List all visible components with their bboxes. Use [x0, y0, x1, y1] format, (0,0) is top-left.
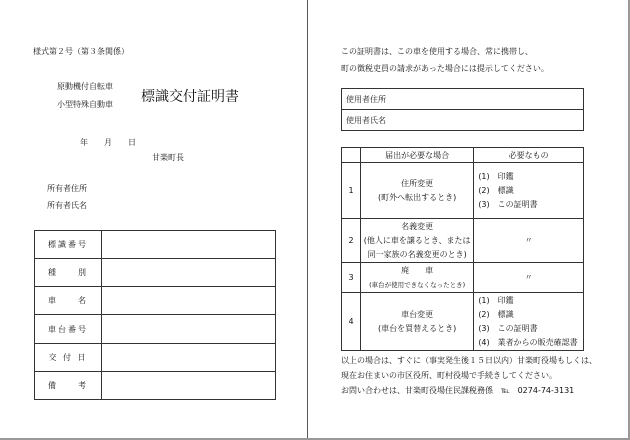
certificate-fields-table	[34, 230, 276, 400]
page-title: 標識交付証明書	[141, 89, 239, 105]
table-row	[342, 293, 584, 351]
field-label: 備 考	[35, 371, 102, 399]
field-label: 標識番号	[35, 231, 102, 259]
intro-line-1: この証明書は、この車を使用する場合、常に携帯し、	[341, 47, 533, 56]
page-divider	[307, 0, 308, 440]
field-row	[35, 287, 276, 315]
case-title: 住所変更	[401, 178, 434, 188]
field-row	[35, 371, 276, 399]
form-number: 様式第２号（第３条関係）	[33, 47, 129, 56]
header-needs: 必要なもの	[474, 148, 584, 163]
need-item: (2) 標識	[478, 309, 514, 319]
table-row	[342, 219, 584, 263]
need-item: (3) この証明書	[478, 323, 538, 333]
needs-cell	[474, 293, 584, 351]
vehicle-type-special: 小型特殊自動車	[57, 100, 113, 109]
field-row	[35, 343, 276, 371]
need-item: (1) 印鑑	[478, 171, 514, 181]
need-item: (4) 業者からの販売確認書	[478, 337, 578, 347]
need-item: (2) 標識	[478, 185, 514, 195]
field-row	[35, 315, 276, 343]
case-title: 廃 車	[401, 265, 434, 275]
need-item: (1) 印鑑	[478, 295, 514, 305]
user-info-table	[341, 88, 584, 131]
issue-date: 年 月 日	[80, 138, 136, 147]
field-value	[102, 343, 276, 371]
user-address-label: 使用者住所	[342, 89, 584, 110]
row-number: 1	[342, 163, 361, 219]
field-value	[102, 231, 276, 259]
needs-cell	[474, 163, 584, 219]
field-value	[102, 315, 276, 343]
issuer: 甘楽町長	[152, 153, 184, 162]
need-item: (3) この証明書	[478, 199, 538, 209]
field-value	[102, 371, 276, 399]
case-title: 名義変更	[401, 221, 434, 231]
row-number: 2	[342, 219, 361, 263]
row-number: 3	[342, 263, 361, 293]
header-blank	[342, 148, 361, 163]
case-cell	[361, 163, 474, 219]
field-label: 車 名	[35, 287, 102, 315]
note-line-1: 以上の場合は、すぐに（事実発生後１５日以内）甘楽町役場もしくは、	[341, 356, 597, 365]
case-cell	[361, 219, 474, 263]
case-cell	[361, 263, 474, 293]
owner-name-label: 所有者氏名	[47, 201, 87, 210]
row-number: 4	[342, 293, 361, 351]
case-detail: 同一家族の名義変更のとき)	[367, 249, 467, 259]
owner-address-label: 所有者住所	[47, 184, 87, 193]
intro-line-2: 町の徴税吏員の請求があった場合には提示してください。	[341, 64, 549, 73]
case-cell	[361, 293, 474, 351]
note-line-2: 現在お住まいの市区役所、町村役場で手続きしてください。	[341, 371, 557, 380]
case-detail: (車台を買替えるとき)	[378, 323, 457, 333]
field-row	[35, 231, 276, 259]
field-row	[35, 259, 276, 287]
field-value	[102, 287, 276, 315]
needs-cell: 〃	[474, 263, 584, 293]
field-label: 交 付 日	[35, 343, 102, 371]
case-title: 車台変更	[401, 309, 434, 319]
user-name-label: 使用者氏名	[342, 110, 584, 131]
case-detail: (車台が使用できなくなったとき)	[369, 280, 466, 289]
table-row	[342, 263, 584, 293]
field-value	[102, 259, 276, 287]
case-detail: (他人に車を譲るとき、または	[363, 235, 471, 245]
case-detail: (町外へ転出するとき)	[378, 192, 457, 202]
vehicle-type-moped: 原動機付自転車	[57, 82, 113, 91]
field-label: 車台番号	[35, 315, 102, 343]
needs-cell: 〃	[474, 219, 584, 263]
field-label: 種 別	[35, 259, 102, 287]
contact-line: お問い合わせは、甘楽町役場住民課税務係 ℡ 0274-74-3131	[341, 386, 575, 395]
procedure-table	[341, 147, 584, 351]
header-case: 届出が必要な場合	[361, 148, 474, 163]
table-row	[342, 163, 584, 219]
